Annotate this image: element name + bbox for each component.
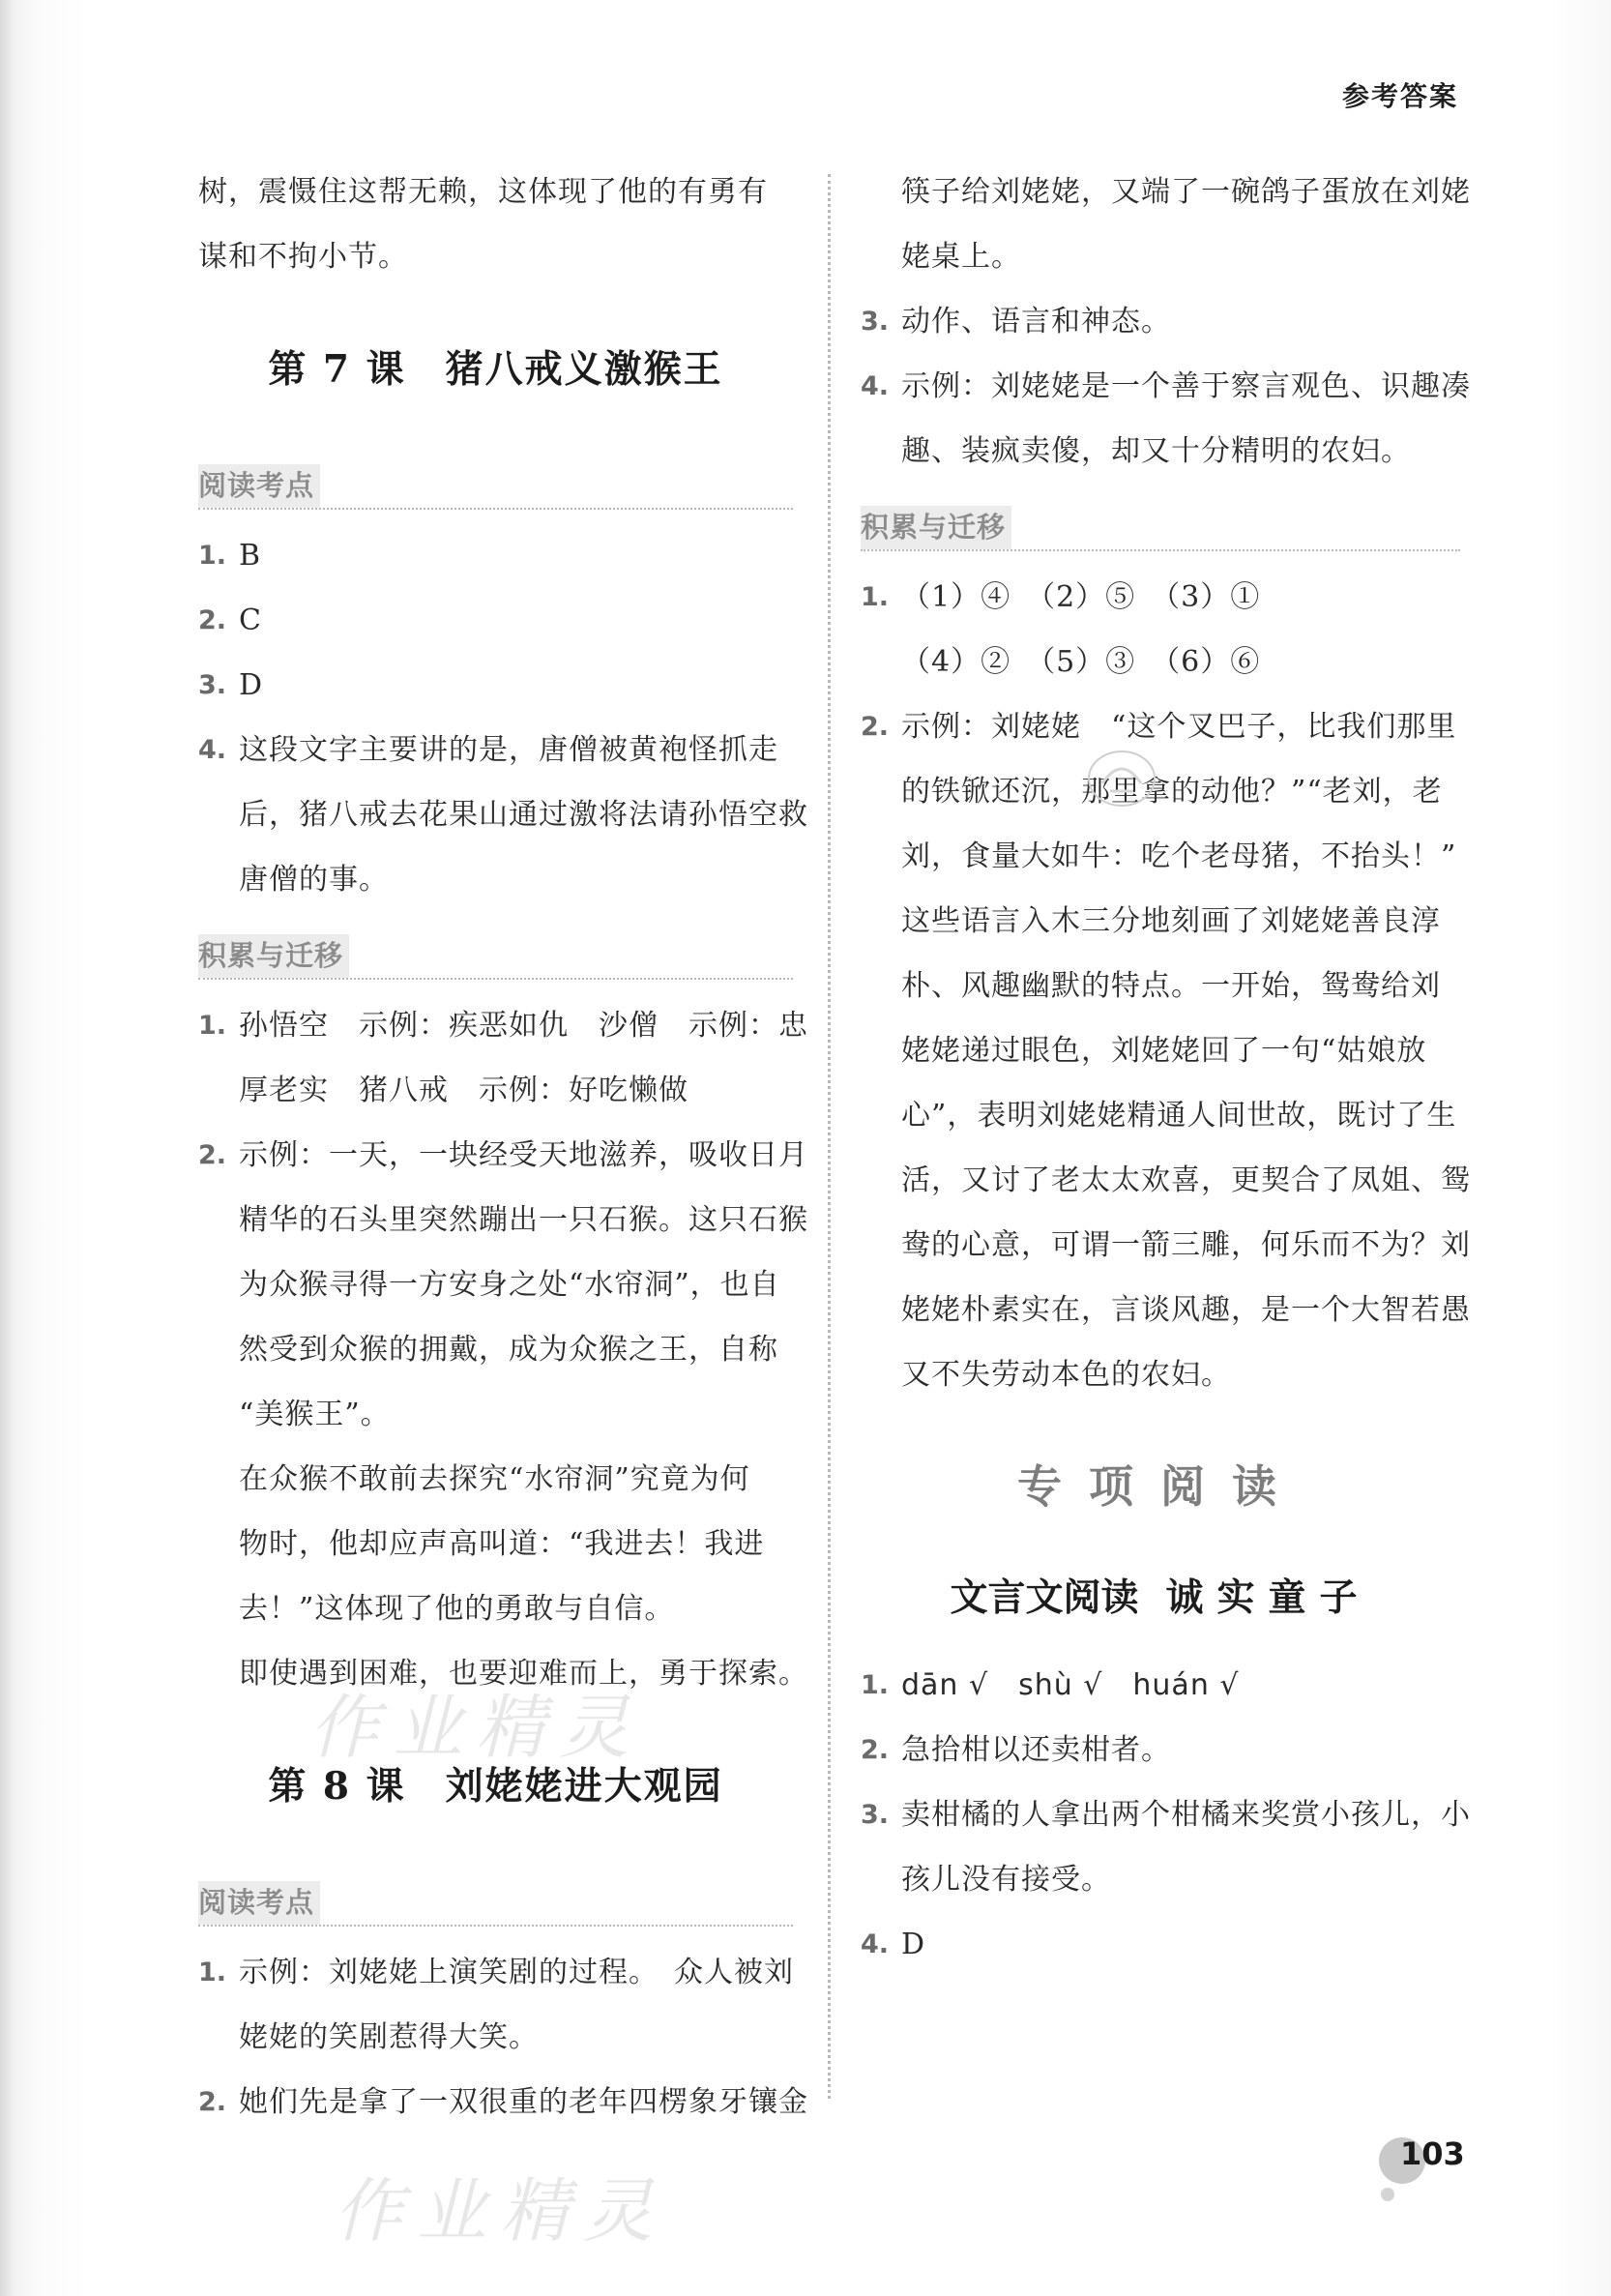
text-line: 谋和不拘小节。 bbox=[198, 240, 408, 274]
section-header-accumulation: 积累与迁移 bbox=[198, 912, 793, 980]
answer-item: 3. D bbox=[198, 668, 264, 702]
section-header-reading: 阅读考点 bbox=[198, 1859, 793, 1927]
text-line: 筷子给刘姥姥，又端了一碗鸽子蛋放在刘姥 bbox=[901, 175, 1471, 209]
answer-item: 3. 卖柑橘的人拿出两个柑橘来奖赏小孩儿，小 孩儿没有接受。 bbox=[861, 1798, 1471, 1897]
page-small-dot-icon bbox=[1381, 2188, 1394, 2201]
answer-item: 1. （1）④ （2）⑤ （3）① （4）② （5）③ （6）⑥ bbox=[861, 580, 1261, 679]
answer-item: 1. B bbox=[198, 539, 262, 573]
page-number-badge bbox=[1379, 2130, 1466, 2186]
header-title: 参考答案 bbox=[1341, 80, 1458, 112]
section-header-accumulation: 积累与迁移 bbox=[861, 484, 1460, 551]
column-divider bbox=[828, 174, 831, 2099]
answer-item: 2. 急拾柑以还卖柑者。 bbox=[861, 1733, 1171, 1767]
section-header-reading: 阅读考点 bbox=[198, 442, 793, 510]
answer-item: 1. dān √ shù √ huán √ bbox=[861, 1668, 1240, 1702]
answer-item: 2. 她们先是拿了一双很重的老年四楞象牙镶金 bbox=[198, 2085, 808, 2119]
answer-item: 3. 动作、语言和神态。 bbox=[861, 305, 1171, 339]
sub-title-label: 文言文阅读 bbox=[950, 1575, 1139, 1620]
answer-item: 4. 这段文字主要讲的是，唐僧被黄袍怪抓走 后，猪八戒去花果山通过激将法请孙悟空救 唐僧的事。 bbox=[198, 733, 808, 897]
page-number: 103 bbox=[1400, 2135, 1465, 2172]
answer-item: 2. 示例：一天，一块经受天地滋养，吸收日月 精华的石头里突然蹦出一只石猴。这只石猴 为众猴寻得一方安身之处“水帘洞”，也自 然受到众猴的拥戴，成为众猴之王，自称 “美猴王”。 在众猴不敢前去探究“水帘洞”究竟为何 物时，他却应声高叫道：“我进去！我进 去！”这体现了他的勇敢与自信。 即使遇到困难，也要迎难而上，勇于探索。 bbox=[198, 1138, 808, 1691]
watermark: 作业精灵 bbox=[309, 1687, 643, 1768]
lesson-8-title: 第 8 课 刘姥姥进大观园 bbox=[268, 1764, 723, 1809]
answer-item: 4. 示例：刘姥姥是一个善于察言观色、识趣凑 趣、装疯卖傻，却又十分精明的农妇。 bbox=[861, 369, 1471, 468]
left-column bbox=[198, 160, 808, 2134]
sub-title-name: 诚实童子 bbox=[1165, 1575, 1371, 1620]
lesson-7-title: 第 7 课 猪八戒义激猴王 bbox=[268, 347, 723, 392]
answer-item: 2. 示例：刘姥姥 “这个叉巴子，比我们那里 的铁锨还沉，那里拿的动他？”“老刘，老 刘，食量大如牛：吃个老母猪，不抬头！” 这些语言入木三分地刻画了刘姥姥善良淳 朴、风趣幽默的特点。一开始，鸳鸯给刘 姥姥递过眼色，刘姥姥回了一句“姑娘放 心”，表明刘姥姥精通人间世故，既讨了生 活，又讨了老太太欢喜，更契合了凤姐、鸳 鸯的心意，可谓一箭三雕，何乐而不为？刘 姥姥朴素实在，言谈风趣，是一个大智若愚 又不失劳动本色的农妇。 bbox=[861, 710, 1471, 1392]
text-line: 树，震慑住这帮无赖，这体现了他的有勇有 bbox=[198, 175, 768, 209]
answer-item: 1. 示例：刘姥姥上演笑剧的过程。 众人被刘 姥姥的笑剧惹得大笑。 bbox=[198, 1956, 794, 2054]
watermark: 作业精灵 bbox=[334, 2170, 667, 2252]
answer-item: 4. D bbox=[861, 1928, 926, 1961]
classical-reading-title bbox=[861, 1554, 1460, 1641]
special-reading-title: 专项阅读 bbox=[1017, 1460, 1303, 1513]
right-column bbox=[861, 160, 1471, 1977]
text-line: 姥桌上。 bbox=[901, 240, 1021, 274]
seal-stamp-icon bbox=[1083, 745, 1160, 812]
answer-item: 1. 孙悟空 示例：疾恶如仇 沙僧 示例：忠 厚老实 猪八戒 示例：好吃懒做 bbox=[198, 1009, 808, 1107]
answer-item: 2. C bbox=[198, 603, 262, 637]
